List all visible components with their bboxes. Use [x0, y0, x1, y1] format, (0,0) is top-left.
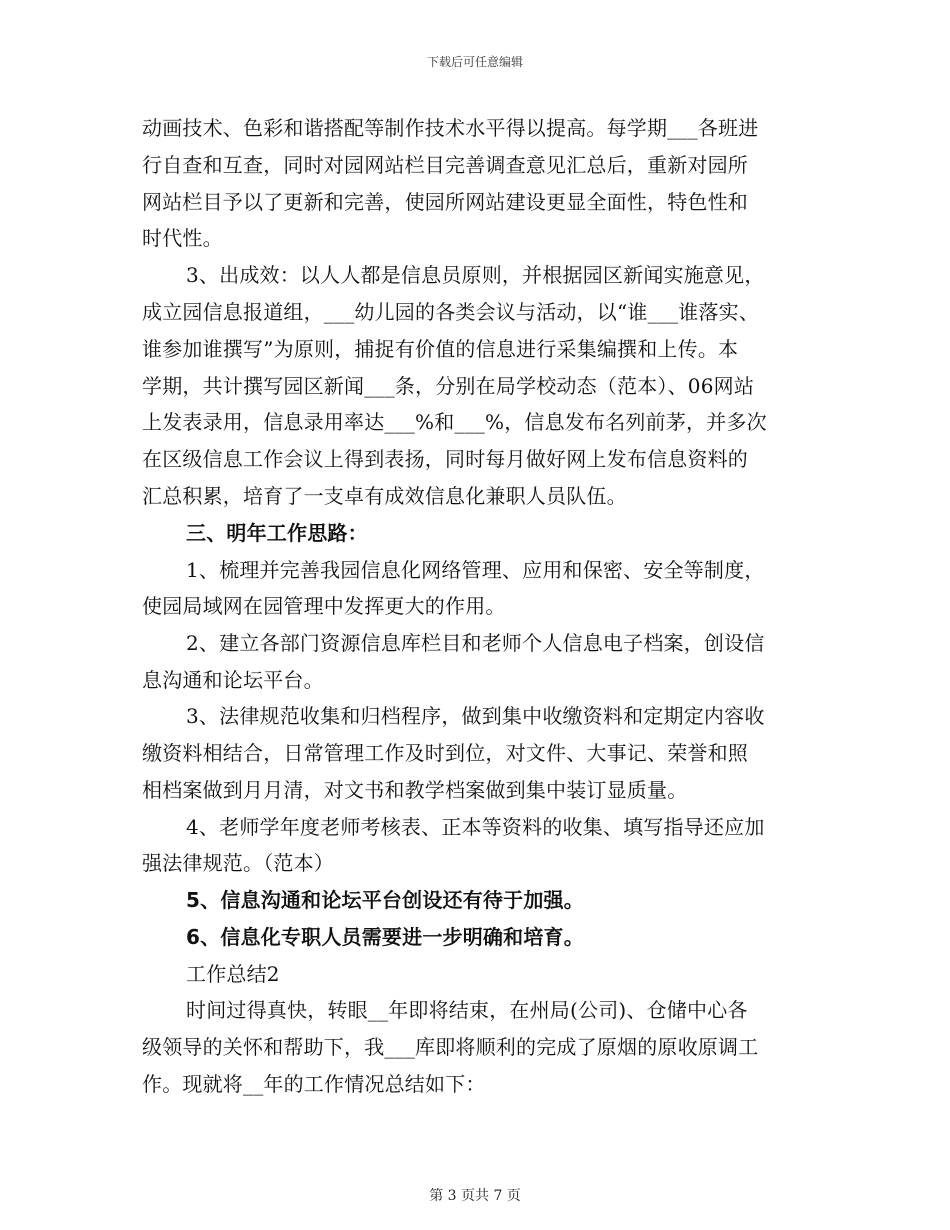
section-heading-line: 5、信息沟通和论坛平台创设还有待于加强。: [186, 888, 584, 912]
body-text-line: 上发表录用，信息录用率达___%和___%，信息发布名列前茅，并多次: [142, 410, 767, 434]
body-text-line: 谁参加谁撰写”为原则，捕捉有价值的信息进行采集编撰和上传。本: [142, 337, 739, 361]
body-text-line: 在区级信息工作会议上得到表扬，同时每月做好网上发布信息资料的: [142, 447, 748, 471]
section-heading-line: 6、信息化专职人员需要进一步明确和培育。: [186, 925, 584, 949]
body-text-line: 3、出成效：以人人都是信息员原则，并根据园区新闻实施意见，: [186, 263, 765, 287]
body-text-line: 使园局域网在园管理中发挥更大的作用。: [142, 594, 506, 618]
body-text-line: 网站栏目予以了更新和完善，使园所网站建设更显全面性，特色性和: [142, 190, 748, 214]
body-text-line: 4、老师学年度老师考核表、正本等资料的收集、填写指导还应加: [186, 815, 765, 839]
body-text-line: 动画技术、色彩和谐搭配等制作技术水平得以提高。每学期___各班进: [142, 116, 759, 140]
body-text-line: 汇总积累，培育了一支卓有成效信息化兼职人员队伍。: [142, 484, 627, 508]
body-text-line: 级领导的关怀和帮助下，我___库即将顺利的完成了原烟的原收原调工: [142, 1035, 759, 1059]
body-text-line: 作。现就将__年的工作情况总结如下：: [142, 1072, 486, 1096]
body-text-line: 时代性。: [142, 226, 223, 250]
body-text-line: 缴资料相结合，日常管理工作及时到位，对文件、大事记、荣誉和照: [142, 741, 748, 765]
body-text-line: 相档案做到月月清，对文书和教学档案做到集中装订显质量。: [142, 778, 688, 802]
body-text-line: 学期，共计撰写园区新闻___条，分别在局学校动态（范本）、06网站: [142, 374, 755, 398]
body-text-line: 成立园信息报道组，___幼儿园的各类会议与活动，以“谁___谁落实、: [142, 300, 760, 324]
page-header: 下载后可任意编辑: [426, 55, 523, 69]
body-text-line: 工作总结2: [186, 962, 280, 986]
body-text-line: 行自查和互查，同时对园网站栏目完善调查意见汇总后，重新对园所: [142, 153, 748, 177]
section-heading-line: 三、明年工作思路：: [186, 521, 368, 545]
body-text-line: 息沟通和论坛平台。: [142, 668, 324, 692]
page-number-footer: 第 3 页共 7 页: [429, 1188, 521, 1204]
body-text-line: 3、法律规范收集和归档程序，做到集中收缴资料和定期定内容收: [186, 704, 765, 728]
body-text-line: 时间过得真快，转眼__年即将结束，在州局(公司)、仓储中心各: [186, 998, 748, 1022]
body-text-line: 2、建立各部门资源信息库栏目和老师个人信息电子档案，创设信: [186, 631, 765, 655]
body-text-line: 1、梳理并完善我园信息化网络管理、应用和保密、安全等制度，: [186, 558, 765, 582]
body-text-line: 强法律规范。（范本）: [142, 851, 334, 875]
